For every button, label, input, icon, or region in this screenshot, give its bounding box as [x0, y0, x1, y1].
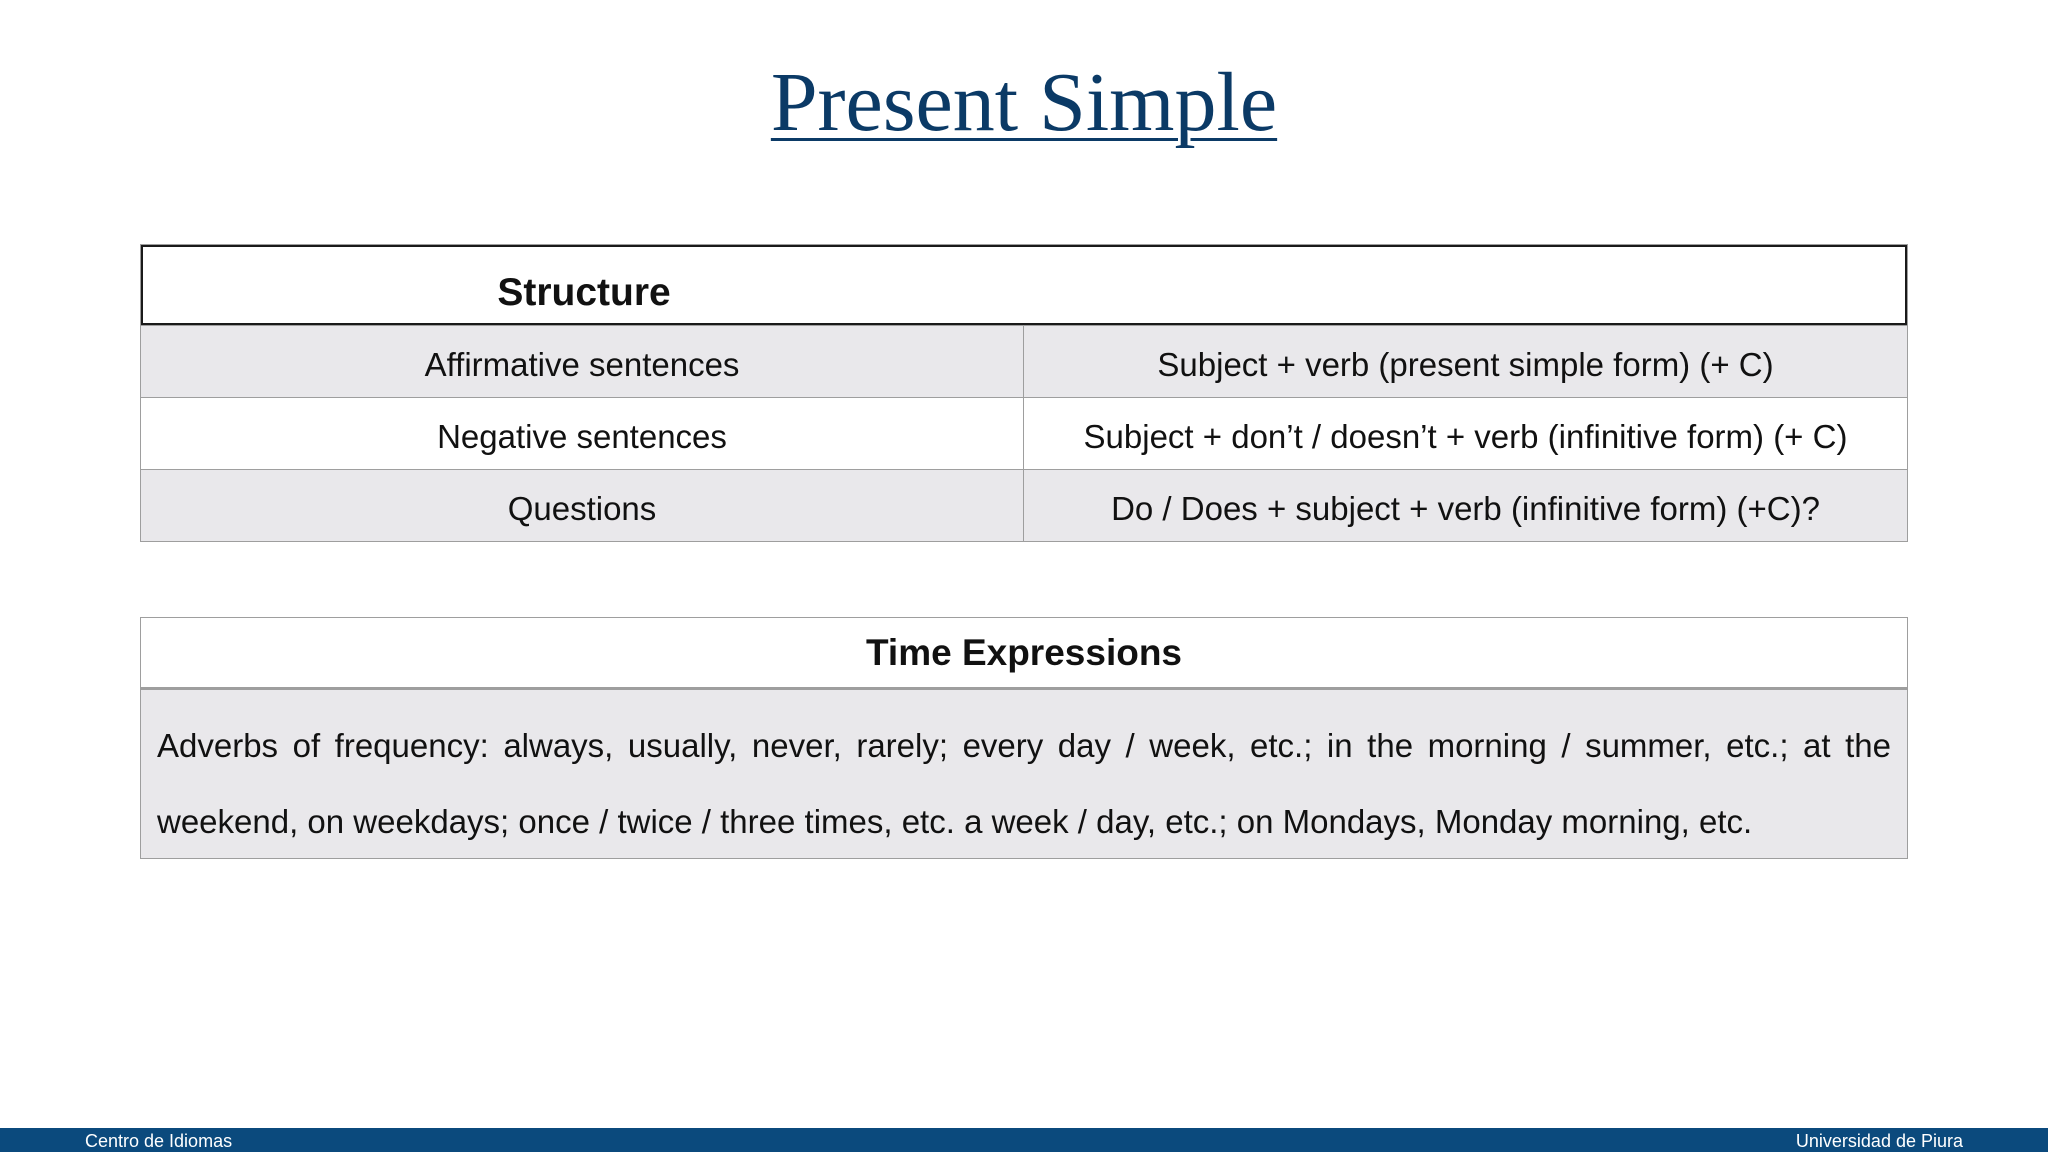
sentence-type-cell: Questions	[141, 470, 1024, 541]
sentence-type-cell: Negative sentences	[141, 398, 1024, 469]
structure-table-header	[141, 245, 1907, 325]
structure-formula-cell: Subject + verb (present simple form) (+ C)	[1157, 345, 1774, 383]
time-expressions-header: Time Expressions	[141, 618, 1907, 690]
footer-bar	[0, 1128, 2048, 1152]
footer-university-label: Universidad de Piura	[1795, 1131, 1963, 1151]
page-title: Present Simple	[770, 56, 1278, 149]
time-expressions-table	[140, 617, 1908, 859]
time-expressions-body: Adverbs of frequency: always, usually, never, rarely; every day / week, etc.; in the morning / summer, etc.; at the weekend, on weekdays; once / twice / three times, etc. a week / day, etc.; on Mondays, Monday morning, etc.	[141, 690, 1907, 858]
structure-header-label: Structure	[497, 271, 671, 314]
footer-institution-label: Centro de Idiomas	[85, 1131, 233, 1151]
table-row	[141, 325, 1907, 397]
table-row	[141, 469, 1907, 541]
table-row	[141, 397, 1907, 469]
structure-formula-cell: Subject + don’t / doesn’t + verb (infinitive form) (+ C)	[1083, 417, 1848, 455]
sentence-type-cell: Affirmative sentences	[141, 326, 1024, 397]
structure-table	[140, 244, 1908, 542]
structure-formula-cell: Do / Does + subject + verb (infinitive form) (+C)?	[1111, 489, 1820, 527]
